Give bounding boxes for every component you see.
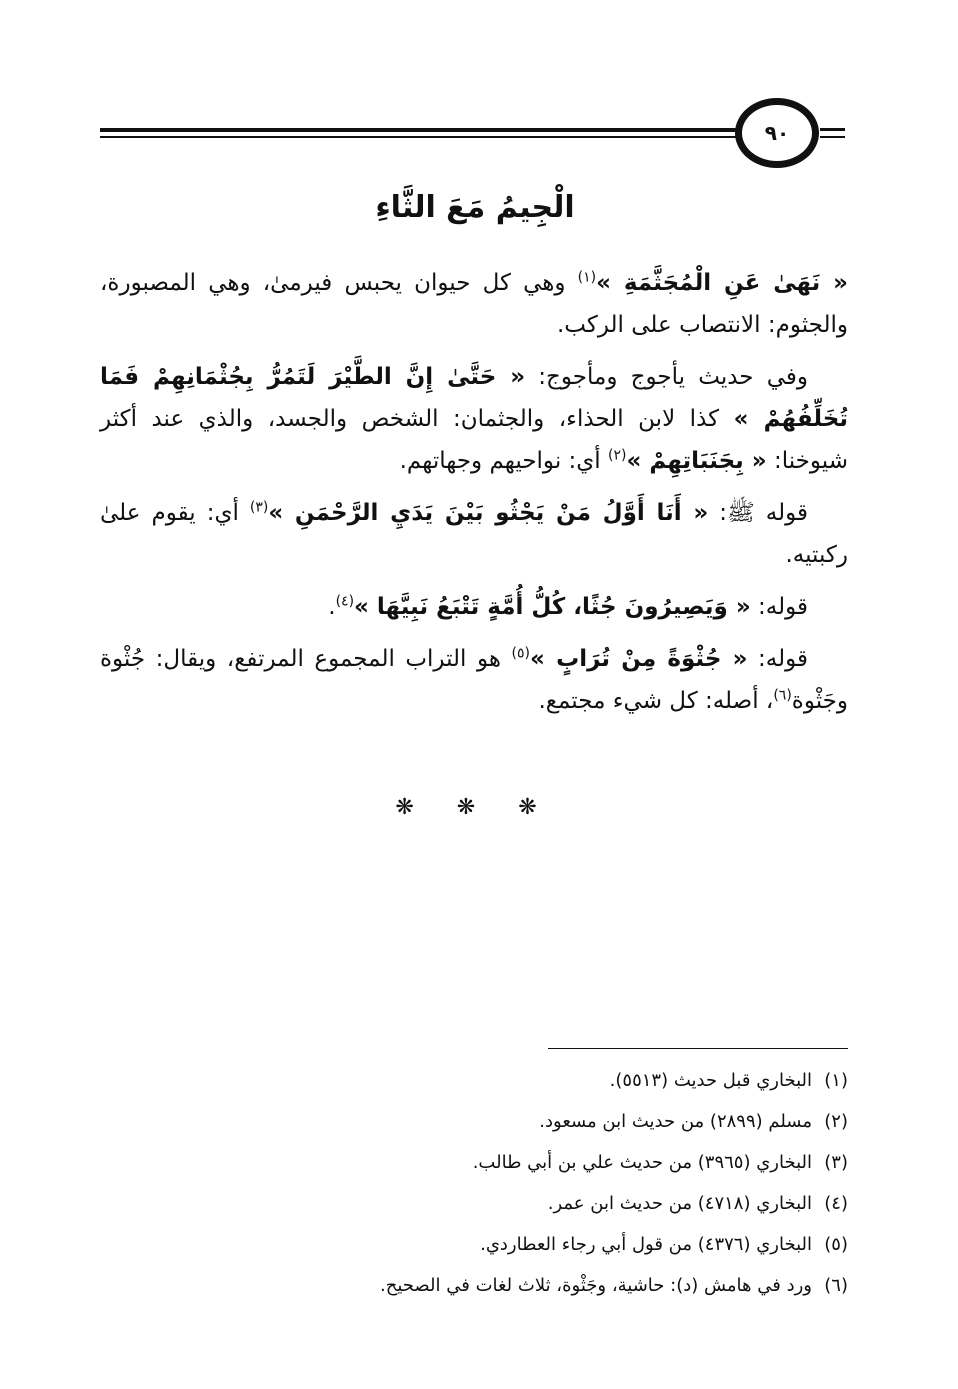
page-number-badge [735,98,819,168]
footnote-item [150,1183,848,1224]
text-run: قوله: [747,646,808,672]
footnote-ref: (٢) [607,447,627,464]
footnote-item [150,1265,848,1306]
footnote-text: ورد في هامش (د): حاشية، وجَثْوة، ثلاث لغات في الصحيح. [380,1275,812,1296]
footnote-text: مسلم (٢٨٩٩) من حديث ابن مسعود. [539,1111,812,1132]
section-separator: ❋ ❋ ❋ [395,795,555,820]
paragraph [100,356,848,482]
hadith-quote: « أَنَا أَوَّلُ مَنْ يَجْثُو بَيْنَ يَدَيِ الرَّحْمَنِ » [268,500,709,526]
footnote-item [150,1224,848,1265]
text-run: . [328,594,336,620]
footnote-number: (٢) [824,1111,848,1132]
text-run: قوله ﷺ: [708,500,808,526]
text-run: وفي حديث يأجوج ومأجوج: [525,364,808,390]
header-rule [100,128,750,132]
paragraph [100,492,848,576]
hadith-quote: « بِجَنَبَاتِهِمْ » [626,448,767,474]
footnote-rule [548,1048,848,1049]
footnote-text: البخاري (٣٩٦٥) من حديث علي بن أبي طالب. [472,1152,812,1173]
text-run: أي: نواحيهم وجهاتهم. [399,448,608,474]
hadith-quote: « جُثْوَةً مِنْ تُرَابٍ » [530,646,748,672]
footnotes [150,1060,848,1306]
paragraph [100,262,848,346]
footnote-text: البخاري (٤٣٧٦) من قول أبي رجاء العطاردي. [480,1234,812,1255]
paragraph [100,638,848,722]
footnote-text: البخاري قبل حديث (٥٥١٣). [609,1070,812,1091]
page-number: ٩٠ [764,121,790,145]
footnote-number: (٣) [824,1152,848,1173]
text-run: قوله: [750,594,808,620]
text-run: أي: يقوم علىٰ ركبتيه. [100,500,848,568]
footnote-ref: (١) [577,269,597,286]
text-run: وهي كل حيوان يحبس فيرمىٰ، وهي المصبورة، والجثوم: الانتصاب على الركب. [100,270,848,338]
footnote-number: (٤) [824,1193,848,1214]
footnote-item [150,1142,848,1183]
header-rule-tail [820,128,845,131]
footnote-text: البخاري (٤٧١٨) من حديث ابن عمر. [547,1193,812,1214]
main-text [100,262,848,732]
text-run: ، أصله: كل شيء مجتمع. [538,688,774,714]
footnote-ref: (٤) [335,593,355,610]
hadith-quote: « نَهَىٰ عَنِ الْمُجَثَّمَةِ » [596,270,848,296]
footnote-number: (١) [824,1070,848,1091]
hadith-quote: « حَتَّىٰ إِنَّ الطَّيْرَ لَتَمُرُّ بِجُثْمَانِهِمْ فَمَا تُخَلِّفُهُمْ » [100,364,848,432]
footnote-item [150,1060,848,1101]
footnote-item [150,1101,848,1142]
text-run: هو التراب المجموع المرتفع، ويقال: جُثْوة وجَثْوة [100,646,848,714]
footnote-number: (٦) [824,1275,848,1296]
footnote-number: (٥) [824,1234,848,1255]
section-title: الْجِيمُ مَعَ الثَّاءِ [375,190,575,225]
header-rule-tail-thin [820,136,845,138]
footnote-ref: (٦) [773,687,792,704]
footnote-ref: (٥) [511,645,530,662]
header-rule-thin [100,136,750,138]
paragraph [100,586,848,628]
text-run: كذا لابن الحذاء، والجثمان: الشخص والجسد، والذي عند أكثر شيوخنا: [100,406,848,474]
hadith-quote: « وَيَصِيرُونَ جُثًا، كُلُّ أُمَّةٍ تَتْبَعُ نَبِيَّهَا » [354,594,751,620]
footnote-ref: (٣) [249,499,269,516]
